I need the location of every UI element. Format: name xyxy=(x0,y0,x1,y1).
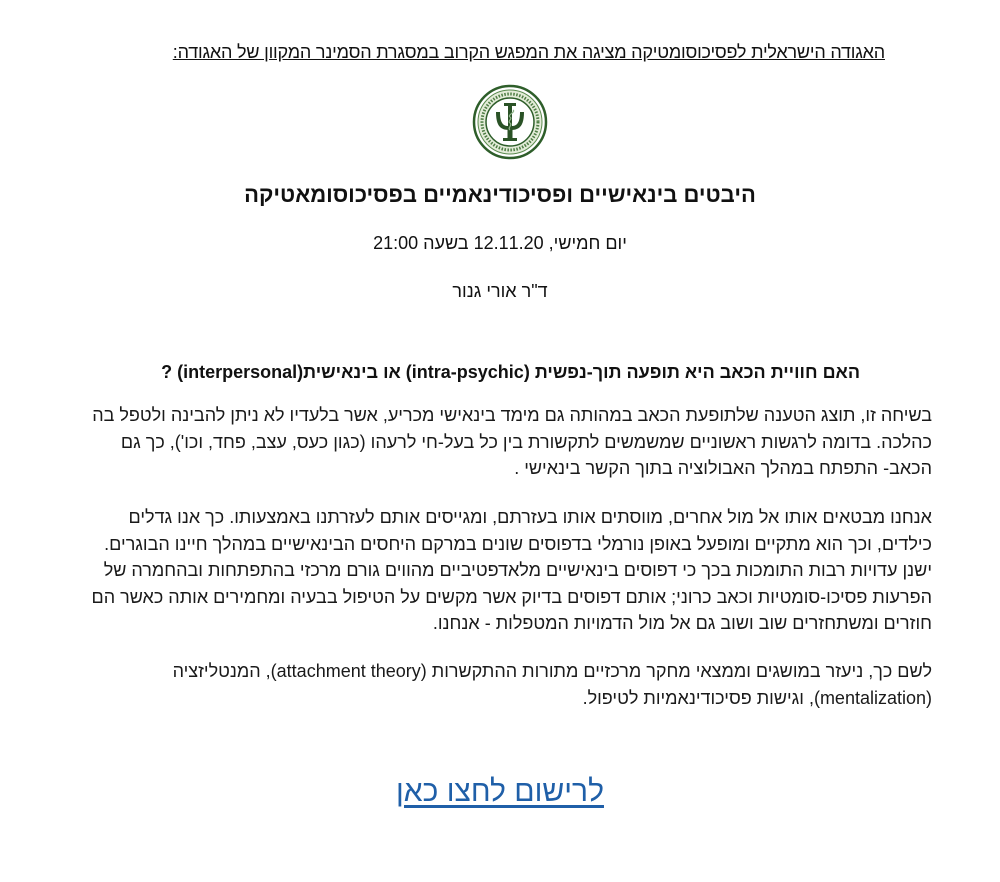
description-paragraph-2: אנחנו מבטאים אותו אל מול אחרים, מווסתים אותו בעזרתם, ומגייסים אותם לעזרתנו באמצעותו. כך אנו גדלים כילדים, וכך הוא מתקיים ומופעל באופן נורמלי בדפוסים שונים במרקם היחסים הבינאישיים במהלך חיינו הבוגרים. ישנן עדויות רבות התומכות בכך כי דפוסים בינאישיים מלאדפטיביים מהווים גורם מרכזי בהתפתחות ובהחמרה של הפרעות פסיכו-סומטיות וכאב כרוני; אותם דפוסים בדיוק אשר מקשים על הטיפול בבעיה ומחמירים אותה כאשר הם חוזרים ומשתחזרים שוב ושוב גם אל מול הדמויות המטפלות - אנחנו. xyxy=(91,507,932,633)
intro-heading: האגודה הישראלית לפסיכוסומטיקה מציגה את המפגש הקרוב במסגרת הסמינר המקוון של האגודה: xyxy=(172,42,885,62)
event-date-time: יום חמישי, 12.11.20 בשעה 21:00 xyxy=(373,233,627,253)
lecture-question: האם חוויית הכאב היא תופעה תוך-נפשית (intra-psychic) או בינאישית(interpersonal) ? xyxy=(161,362,860,382)
event-title: היבטים בינאישיים ופסיכודינאמיים בפסיכוסומאטיקה xyxy=(244,182,756,207)
register-link[interactable]: לרישום לחצו כאן xyxy=(396,775,604,808)
description-paragraph-3: לשם כך, ניעזר במושגים וממצאי מחקר מרכזיים מתורות ההתקשרות (attachment theory), המנטליזציה (mentalization), וגישות פסיכודינאמיות לטיפול. xyxy=(172,661,932,708)
psi-emblem-icon xyxy=(472,84,548,160)
event-speaker: ד"ר אורי גנור xyxy=(452,281,548,301)
description-paragraph-1: בשיחה זו, תוצג הטענה שלתופעת הכאב במהותה גם מימד בינאישי מכריע, אשר בלעדיו לא ניתן להבינה ולטפל בה כהלכה. בדומה לרגשות ראשוניים שמשמשים לתקשורת בין כל בעל-חי לרעהו (כגון כעס, עצב, פחד, וכו'), כך גם הכאב- התפתח במהלך האבולוציה בתוך הקשר בינאישי . xyxy=(92,405,932,478)
register-link-container xyxy=(0,775,1000,809)
